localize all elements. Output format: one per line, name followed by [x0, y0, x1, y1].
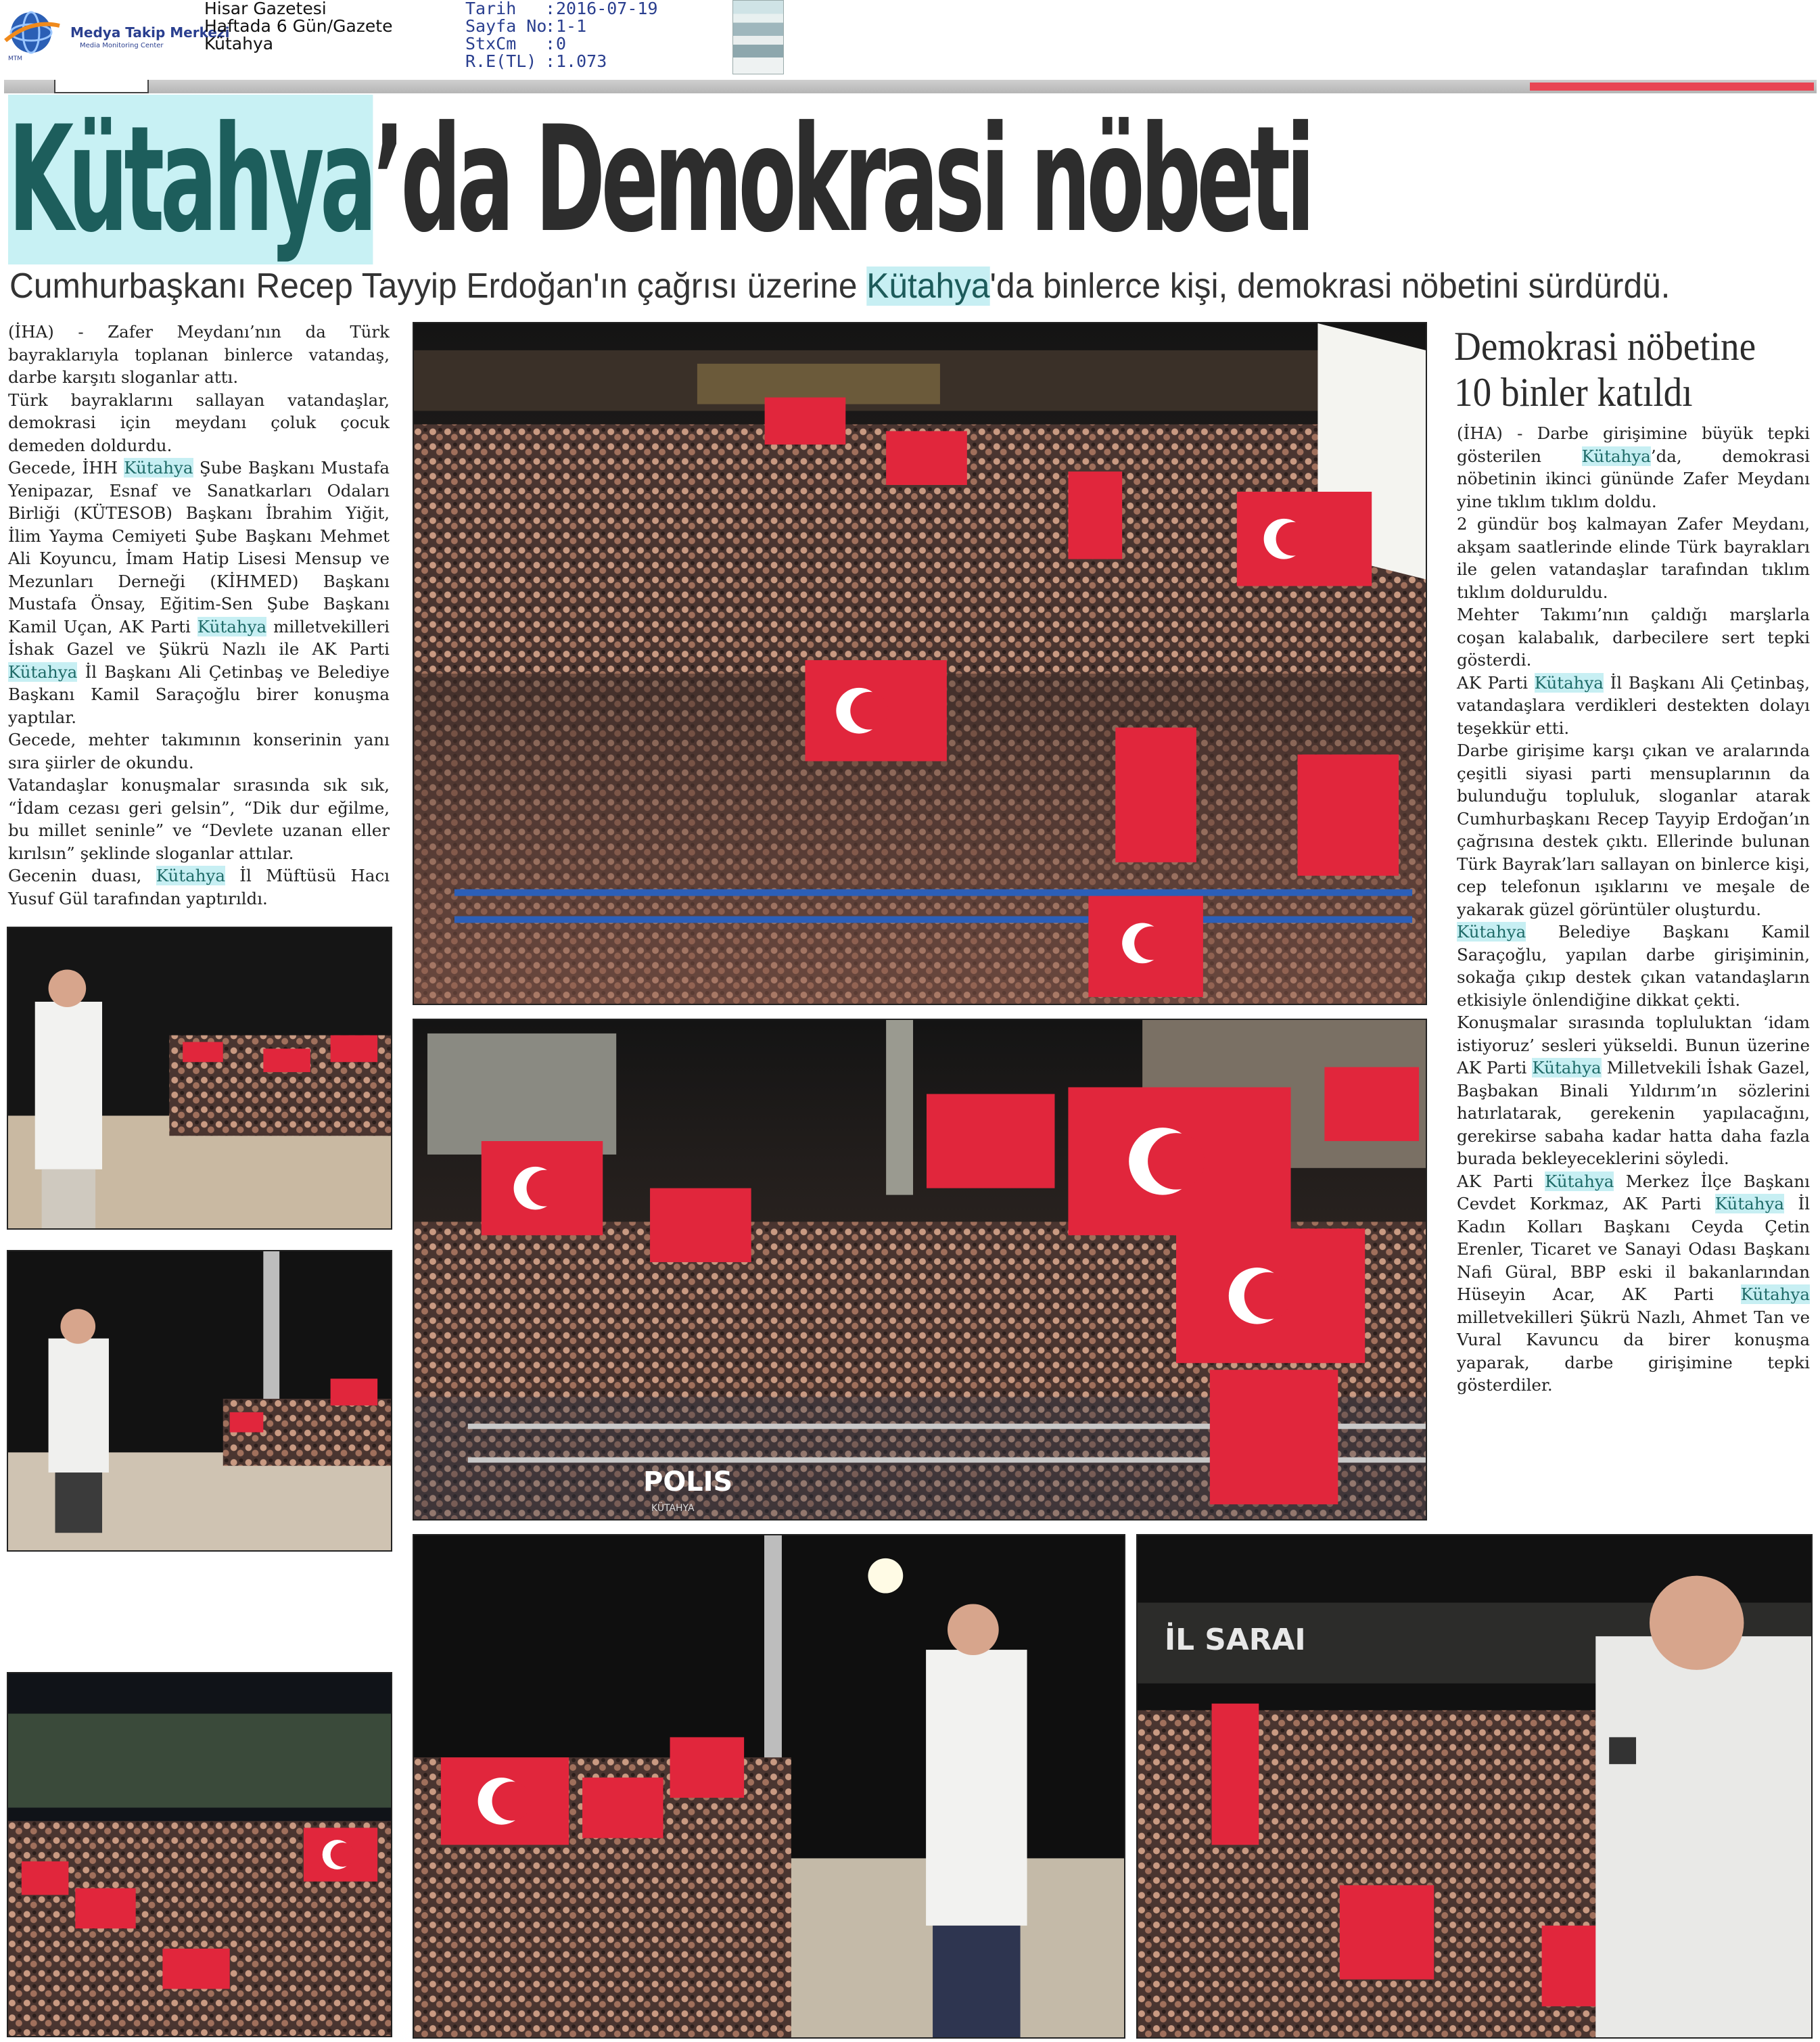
brand-abbr: MTM [8, 55, 23, 62]
left-paragraph: Türk bayraklarını sallayan vatandaşlar, demokrasi için meydanı çoluk çocuk demeden doldurdu. [8, 390, 390, 455]
publication-city: Kütahya [204, 34, 274, 53]
photo-main-crowd [413, 322, 1427, 1005]
meta-row-stxcm: StxCm : 0 [465, 34, 567, 53]
meta-row-page: Sayfa No : 1-1 [465, 16, 587, 36]
clipping-meta [465, 0, 658, 70]
headline-highlight: Kütahya [8, 95, 373, 264]
publication-frequency: Haftada 6 Gün/Gazete [204, 16, 393, 36]
right-paragraph: AK Parti Kütahya Merkez İlçe Başkanı Cevdet Korkmaz, AK Parti Kütahya İl Kadın Kolları Başkanı Ceyda Çetin Erenler, Ticaret ve Sanayi Odası Başkanı Nafi Güral, BBP eski il bakanlarından Hüseyin Acar, AK Parti Kütahya milletvekilleri Şükrü Nazlı, Ahmet Tan ve Vural Kavuncu da birer konuşma yaparak, darbe girişimine tepki gösterdiler. [1457, 1171, 1810, 1395]
photo-stage-speaker-1 [7, 927, 392, 1230]
brand-name: Medya Takip Merkezi [70, 24, 230, 41]
right-paragraph: Darbe girişime karşı çıkan ve aralarında çeşitli siyasi parti mensuplarının da bulunduğu topluluk, sloganlar atarak Cumhurbaşkanı Recep Tayyip Erdoğan’ın çağrısına destek çıktı. Ellerinde bulunan Türk Bayrak’ları sallayan on binlerce kişi, cep telefonun ışıklarını ve meşale de yakarak güzel görüntüler oluşturdu. [1457, 741, 1810, 919]
headline [8, 95, 1311, 264]
publication-info [204, 0, 392, 53]
publication-name: Hisar Gazetesi [204, 0, 327, 18]
side-article-title: Demokrasi nöbetine 10 binler katıldı [1454, 324, 1756, 415]
right-paragraph: (İHA) - Darbe girişimine büyük tepki gösterilen Kütahya’da, demokrasi nöbetinin ikinci gününde Zafer Meydanı yine tıklım tıklım doldu. [1457, 423, 1810, 511]
photo-stage-waving [413, 1534, 1125, 2039]
shop-sign-label: İL SARAI [1164, 1623, 1306, 1658]
left-paragraph: Gecede, mehter takımının konserinin yanı sıra şiirler de okundu. [8, 730, 390, 772]
photo-crowd-flags [413, 1019, 1427, 1521]
brand-subtitle: Media Monitoring Center [80, 42, 164, 49]
police-barrier-label: POLIS [643, 1466, 733, 1498]
right-paragraph: Konuşmalar sırasında topluluktan ‘idam istiyoruz’ sesleri yükseldi. Bunun üzerine AK Parti Kütahya Milletvekili İshak Gazel, Başbakan Binali Yıldırım’ın sözlerini hatırlatarak, gerekenin yapılacağını, gerekirse sabaha kadar hatta daha fazla burada bekleyeceklerini söyledi. [1457, 1013, 1810, 1168]
monitoring-header [0, 0, 1820, 80]
header-red-bar [1530, 83, 1814, 91]
photo-stage-speaker-2 [7, 1250, 392, 1552]
subheadline: Cumhurbaşkanı Recep Tayyip Erdoğan'ın çağrısı üzerine Kütahya'da binlerce kişi, demokrasi nöbetini sürdürdü. [9, 266, 1671, 306]
right-paragraph: AK Parti Kütahya İl Başkanı Ali Çetinbaş, vatandaşlara verdikleri destekten dolayı teşekkür etti. [1457, 672, 1810, 738]
photo-speaker-microphone [1136, 1534, 1813, 2039]
page-thumbnail[interactable] [732, 0, 784, 74]
photo-crowd-small [7, 1672, 392, 2037]
meta-row-date: Tarih : 2016-07-19 [465, 0, 658, 18]
left-paragraph: Vatandaşlar konuşmalar sırasında sık sık, “İdam cezası geri gelsin”, “Dik dur eğilme, bu millet seninle” ve “Devlete uzanan eller kırılsın” şeklinde sloganlar attılar. [8, 775, 390, 863]
left-paragraph: (İHA) - Zafer Meydanı’nın da Türk bayraklarıyla toplanan binlerce vatandaş, darbe karşıtı sloganlar attı. [8, 322, 390, 387]
right-paragraph: 2 gündür boş kalmayan Zafer Meydanı, akşam saatlerinde elinde Türk bayrakları ile gelen vatandaşlar tarafından tıklım tıklım dolduruldu. [1457, 514, 1810, 602]
headline-rest: ’da Demokrasi nöbeti [373, 95, 1311, 264]
left-article-column [8, 321, 390, 910]
right-paragraph: Mehter Takımı’nın çaldığı marşlarla coşan kalabalık, darbecilere sert tepki gösterdi. [1457, 605, 1810, 670]
meta-row-value: R.E(TL) : 1.073 [465, 51, 607, 71]
left-paragraph: Gecenin duası, Kütahya İl Müftüsü Hacı Yusuf Gül tarafından yaptırıldı. [8, 866, 390, 908]
barrier-small-label: KÜTAHYA [651, 1503, 695, 1514]
left-paragraph: Gecede, İHH Kütahya Şube Başkanı Mustafa Yenipazar, Esnaf ve Sanatkarları Odaları Birliği (KÜTESOB) Başkanı İbrahim Yiğit, İlim Yayma Cemiyeti Şube Başkanı Mehmet Ali Koyuncu, İmam Hatip Lisesi Mensup ve Mezunları Derneği (KİHMED) Başkanı Mustafa Önsay, Eğitim-Sen Şube Başkanı Kamil Uçan, AK Parti Kütahya milletvekilleri İshak Gazel ve Şükrü Nazlı ile AK Parti Kütahya İl Başkanı Ali Çetinbaş ve Belediye Başkanı Kamil Saraçoğlu birer konuşma yaptılar. [8, 458, 390, 727]
mtm-logo [4, 5, 230, 62]
right-paragraph: Kütahya Belediye Başkanı Kamil Saraçoğlu, yapılan darbe girişiminin, sokağa çıkıp destek çıkan vatandaşların etkisiyle önlendiğine dikkat çekti. [1457, 922, 1810, 1010]
globe-icon [4, 5, 61, 62]
right-article-column [1457, 422, 1810, 1397]
header-tab [54, 80, 149, 93]
